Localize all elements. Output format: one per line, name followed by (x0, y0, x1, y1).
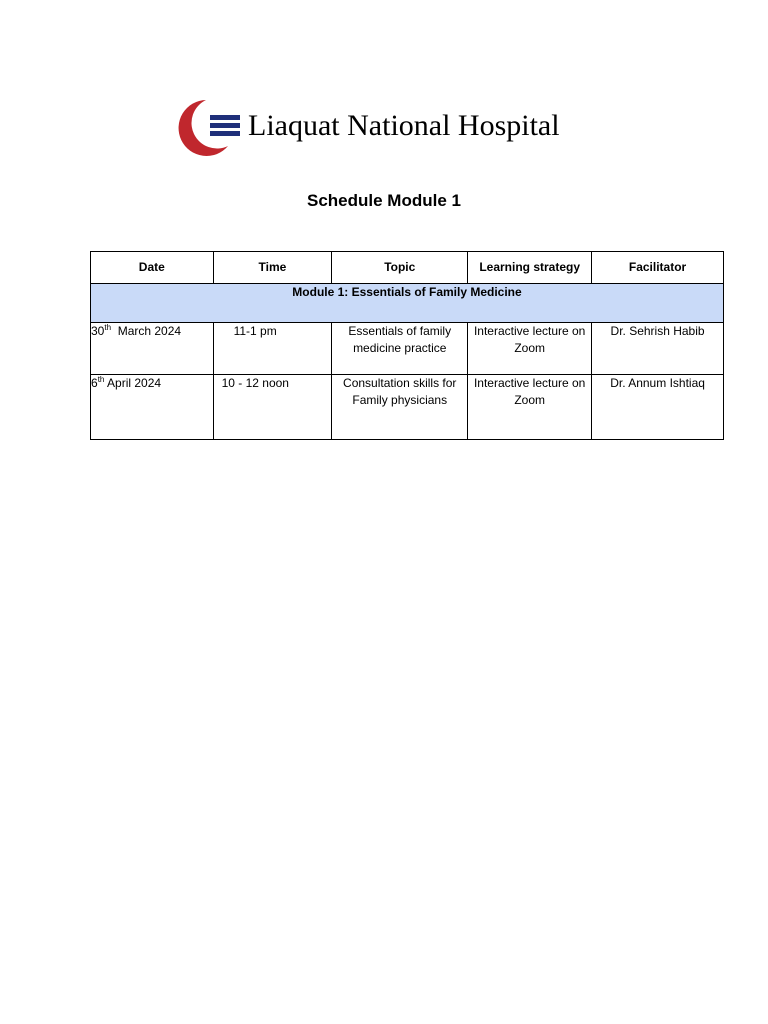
facilitator-cell: Dr. Annum Ishtiaq (592, 375, 724, 440)
strategy-cell: Interactive lecture on Zoom (468, 323, 592, 375)
module-heading: Module 1: Essentials of Family Medicine (91, 284, 724, 323)
date-rest: April 2024 (107, 376, 162, 390)
page-title: Schedule Module 1 (307, 191, 461, 210)
hospital-name: Liaquat National Hospital (248, 109, 560, 142)
hospital-logo-icon (176, 98, 242, 158)
facilitator-cell: Dr. Sehrish Habib (592, 323, 724, 375)
strategy-cell: Interactive lecture on Zoom (468, 375, 592, 440)
time-cell: 10 - 12 noon (213, 375, 332, 440)
date-suffix: th (97, 375, 105, 384)
schedule-table (90, 251, 724, 440)
table-row (91, 323, 724, 375)
date-rest: March 2024 (117, 324, 182, 338)
time-cell: 11-1 pm (213, 323, 332, 375)
hospital-logo (176, 98, 596, 158)
date-cell (91, 323, 214, 375)
date-day: 6 (91, 376, 98, 390)
topic-cell: Essentials of family medicine practice (332, 323, 468, 375)
table-header-row (91, 252, 724, 284)
column-header-date: Date (91, 252, 214, 284)
column-header-learning-strategy: Learning strategy (468, 252, 592, 284)
module-heading-row (91, 284, 724, 323)
topic-cell: Consultation skills for Family physicians (332, 375, 468, 440)
table-row (91, 375, 724, 440)
date-day: 30 (91, 324, 105, 338)
date-suffix: th (104, 323, 112, 332)
column-header-time: Time (213, 252, 332, 284)
date-cell (91, 375, 214, 440)
column-header-facilitator: Facilitator (592, 252, 724, 284)
column-header-topic: Topic (332, 252, 468, 284)
